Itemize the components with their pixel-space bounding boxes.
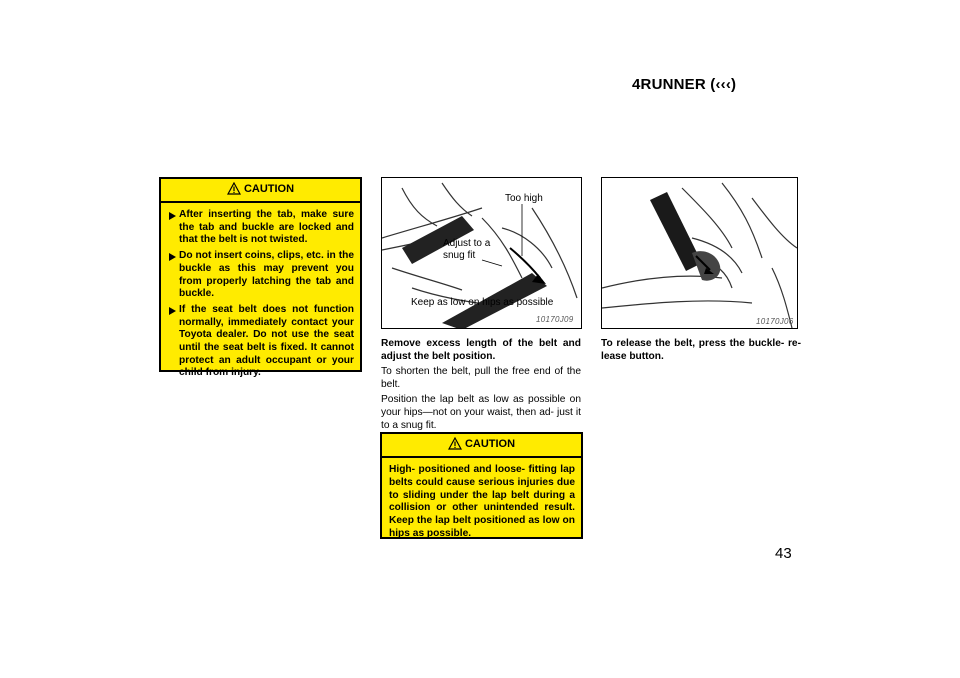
caution-item: After inserting the tab, make sure the tab and buckle are locked and that the belt is not twisted. (168, 209, 354, 247)
right-text-block (601, 338, 801, 366)
page-number: 43 (775, 545, 792, 562)
caution-text: High- positioned and loose- fitting lap belts could cause serious injuries due to sliding under the lap belt during a collision or other unintended result. Keep the lap belt positioned as low on hips as possible. (389, 464, 575, 539)
figure-release-buckle (601, 177, 798, 329)
caution-body (382, 456, 581, 537)
instruction-paragraph: To shorten the belt, pull the free end of the belt. (381, 366, 581, 390)
label-too-high: Too high (505, 193, 543, 204)
caution-title: CAUTION (464, 438, 516, 450)
instruction-paragraph: Position the lap belt as low as possible on your hips—not on your waist, then ad- just it to a snug fit. (381, 394, 581, 431)
caution-body (161, 201, 360, 379)
caution-item: Do not insert coins, clips, etc. in the buckle as this may prevent you from properly latching the tab and buckle. (168, 250, 354, 301)
instruction-heading: Remove excess length of the belt and adjust the belt position. (381, 338, 581, 362)
middle-text-block (381, 338, 581, 435)
warning-triangle-icon (448, 437, 462, 450)
release-instruction: To release the belt, press the buckle- re- lease button. (601, 338, 801, 362)
caution-item: If the seat belt does not function normally, immediately contact your Toyota dealer. Do not use the seat until the seat belt is fixed. It cannot protect an adult occupant or your child from injury. (168, 304, 354, 380)
label-keep-low: Keep as low on hips as possible (411, 297, 554, 308)
figure-code: 10170J06 (756, 317, 794, 326)
figure-adjust-belt (381, 177, 582, 329)
caution-box-middle (380, 432, 583, 539)
caution-box-left (159, 177, 362, 379)
caution-heading (161, 182, 360, 195)
buckle-release-illustration (602, 178, 798, 329)
figure-code: 10170J09 (536, 315, 574, 324)
warning-triangle-icon (227, 182, 241, 195)
page-header-title: 4RUNNER (‹‹‹) (632, 76, 737, 93)
label-adjust-snug: Adjust to a snug fit (443, 238, 491, 261)
caution-title: CAUTION (243, 183, 295, 195)
caution-heading (382, 437, 581, 450)
